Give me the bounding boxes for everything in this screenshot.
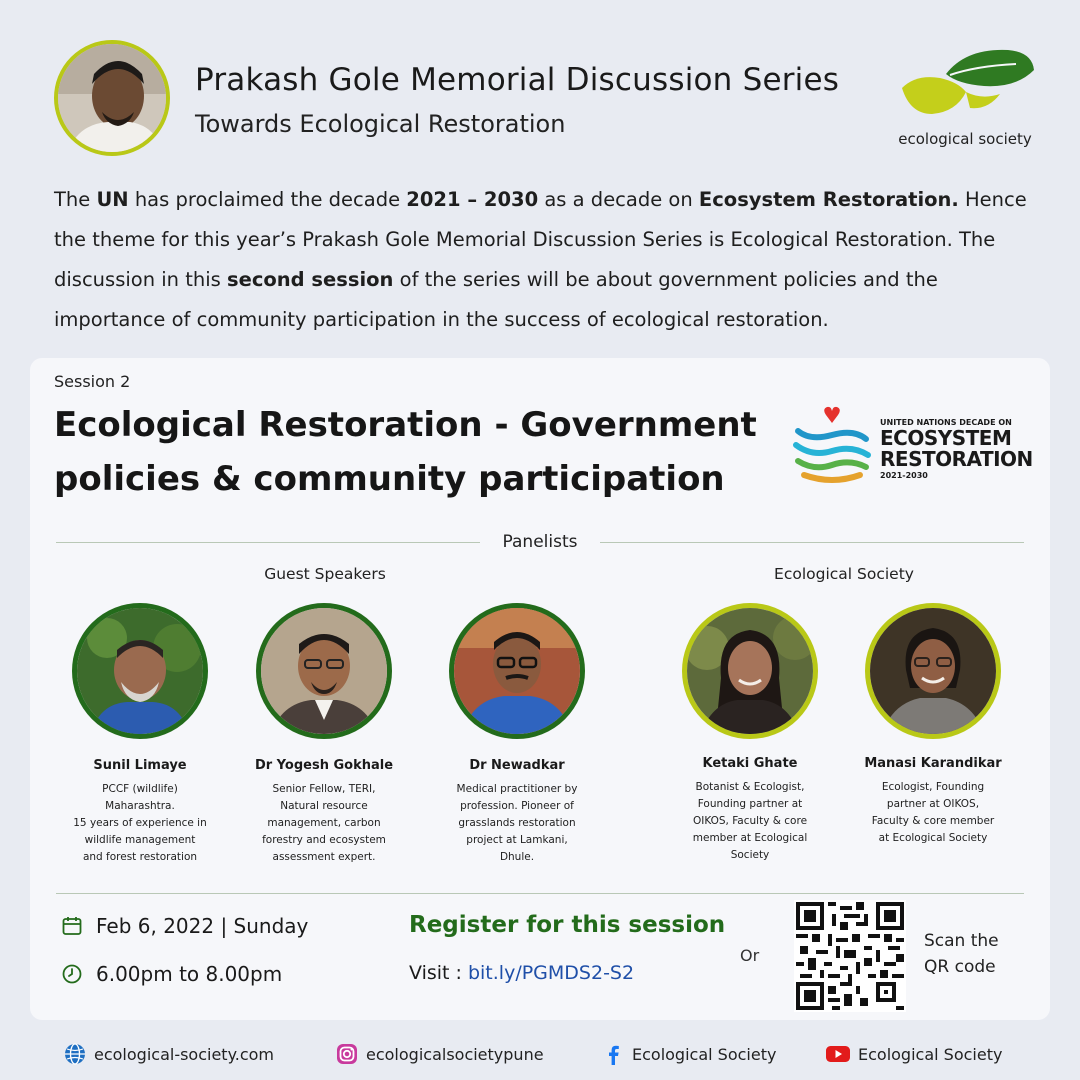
panelist-description: Medical practitioner by profession. Pioneer of grasslands restoration project at Lamkani, Dhule. [456,783,578,863]
event-time: 6.00pm to 8.00pm [96,962,283,986]
session-title: Ecological Restoration - Government policies & community participation [54,405,757,499]
guest-speakers-heading: Guest Speakers [264,565,386,583]
series-title: Prakash Gole Memorial Discussion Series [195,62,840,98]
panelist-name: Sunil Limaye [93,758,187,773]
avatar-yogesh-gokhale [256,603,392,739]
calendar-icon [62,916,82,936]
panelist-description: PCCF (wildlife) Maharashtra. 15 years of experience in wildlife management and forest restoration [73,783,207,863]
registration-link[interactable]: bit.ly/PGMDS2-S2 [467,962,635,984]
event-divider [56,893,1024,894]
intro-paragraph: The UN has proclaimed the decade 2021 – 2030 as a decade on Ecosystem Restoration. Hence the theme for this year’s Prakash Gole Memorial Discussion Series is Ecological Restoration. The discussion in this second session of the series will be about government policies and the importance of community participation in the success of ecological restoration. [54,188,1027,331]
registration-qr-code[interactable] [794,900,906,1012]
un-decade-logo-icon [790,405,875,490]
visit-line: Visit : bit.ly/PGMDS2-S2 [409,962,635,984]
ecological-society-logo-text: ecological society [898,130,1032,148]
ecological-society-logo [896,44,1038,120]
footer-facebook-label: Ecological Society [632,1044,777,1064]
panelist-name: Dr Newadkar [469,758,565,773]
panelist-description: Botanist & Ecologist, Founding partner at OIKOS, Faculty & core member at Ecological Society [692,781,808,861]
instagram-icon [336,1043,358,1065]
panelist-description: Ecologist, Founding partner at OIKOS, Faculty & core member at Ecological Society [871,781,995,844]
panelist-description: Senior Fellow, TERI, Natural resource management, carbon forestry and ecosystem assessment expert. [262,783,386,863]
session-label: Session 2 [54,372,131,391]
clock-icon [62,964,82,984]
panelist-name: Ketaki Ghate [702,756,798,771]
qr-instruction: Scan the QR code [924,931,999,977]
avatar-manasi-karandikar [865,603,1001,739]
register-heading: Register for this session [409,912,726,938]
facebook-icon [604,1043,624,1065]
footer-instagram-label: ecologicalsocietypune [366,1044,544,1064]
panelist-name: Manasi Karandikar [864,756,1002,771]
footer-youtube-label: Ecological Society [858,1044,1003,1064]
footer-website[interactable] [64,1042,274,1066]
globe-icon [64,1043,86,1065]
event-date: Feb 6, 2022 | Sunday [96,914,309,938]
avatar-sunil-limaye [72,603,208,739]
avatar-ketaki-ghate [682,603,818,739]
founder-portrait [54,40,170,156]
youtube-icon [826,1045,850,1063]
panelists-heading: Panelists [480,532,600,552]
panelist-name: Dr Yogesh Gokhale [254,758,394,773]
footer-facebook[interactable] [604,1042,776,1066]
series-subtitle: Towards Ecological Restoration [195,110,566,138]
footer-instagram[interactable] [336,1042,544,1066]
footer-website-label: ecological-society.com [94,1044,275,1064]
un-decade-logo-text: UNITED NATIONS DECADE ON ECOSYSTEM RESTORATION 2021-2030 [880,418,1033,480]
avatar-dr-newadkar [449,603,585,739]
ecological-society-heading: Ecological Society [774,565,914,583]
or-label: Or [740,946,760,965]
footer-youtube[interactable] [826,1042,1002,1066]
